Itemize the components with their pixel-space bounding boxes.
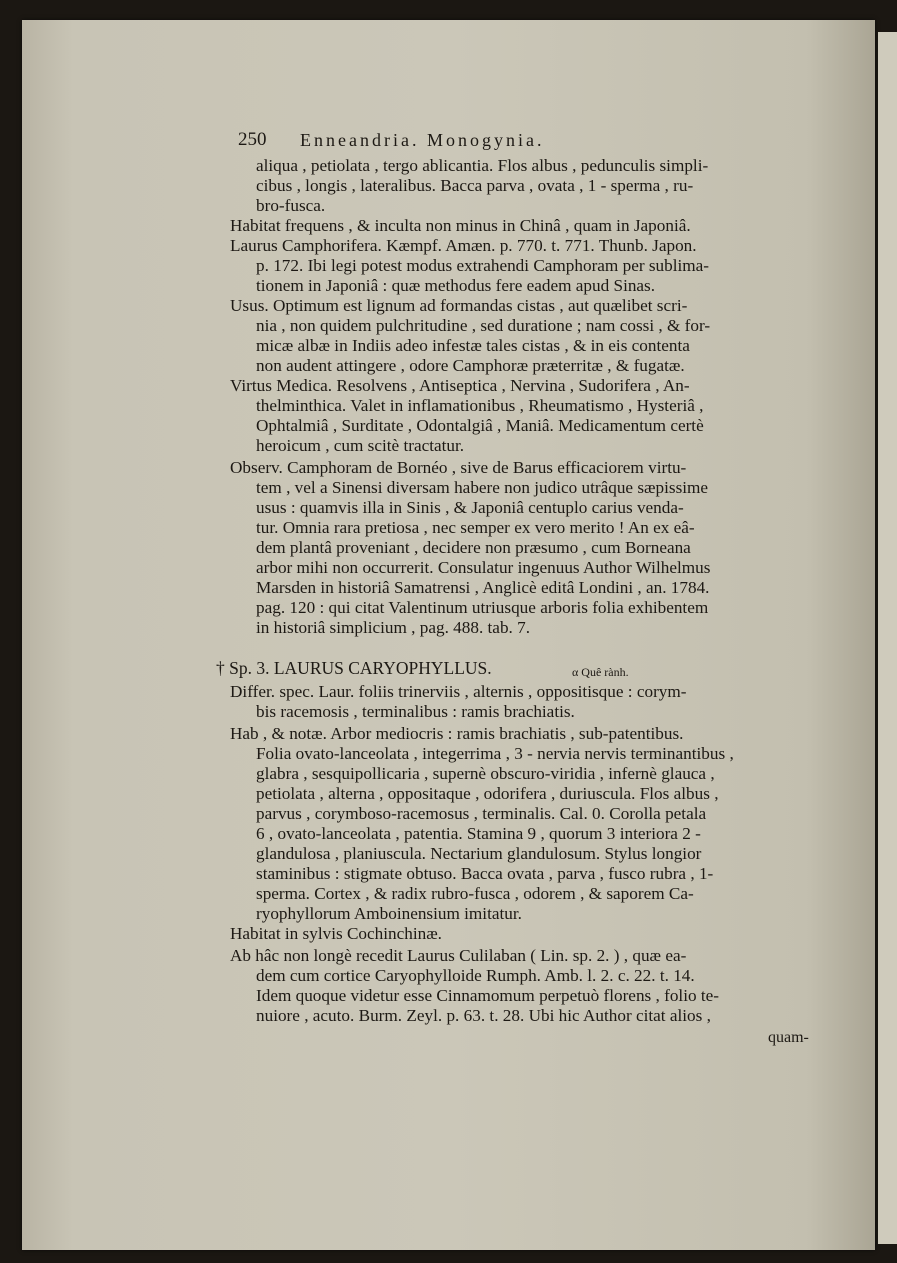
text-line: tur. Omnia rara pretiosa , nec semper ex vero merito ! An ex eâ- <box>256 518 695 537</box>
text-line: dem plantâ proveniant , decidere non præsumo , cum Borneana <box>256 538 691 557</box>
text-line: 6 , ovato-lanceolata , patentia. Stamina 9 , quorum 3 interiora 2 - <box>256 824 701 843</box>
text-line: Marsden in historiâ Samatrensi , Anglicè editâ Londini , an. 1784. <box>256 578 710 597</box>
text-line: micæ albæ in Indiis adeo infestæ tales cistas , & in eis contenta <box>256 336 690 355</box>
text-line: thelminthica. Valet in inflamationibus , Rheumatismo , Hysteriâ , <box>256 396 704 415</box>
running-title: Enneandria. Monogynia. <box>300 130 545 150</box>
text-line: bro-fusca. <box>256 196 326 215</box>
text-line: nuiore , acuto. Burm. Zeyl. p. 63. t. 28. Ubi hic Author citat alios , <box>256 1006 711 1025</box>
catchword: quam- <box>768 1029 809 1046</box>
text-line: Habitat in sylvis Cochinchinæ. <box>230 924 442 943</box>
text-line: cibus , longis , lateralibus. Bacca parva , ovata , 1 - sperma , ru- <box>256 176 694 195</box>
species-heading: † Sp. 3. LAURUS CARYOPHYLLUS. <box>216 658 492 678</box>
text-line: Folia ovato-lanceolata , integerrima , 3 - nervia nervis terminantibus , <box>256 744 734 763</box>
text-line: glabra , sesquipollicaria , supernè obscuro-viridia , infernè glauca , <box>256 764 715 783</box>
text-line: heroicum , cum scitè tractatur. <box>256 436 465 455</box>
text-line: Differ. spec. Laur. foliis trinerviis , alternis , oppositisque : corym- <box>230 682 687 701</box>
text-line: ryophyllorum Amboinensium imitatur. <box>256 904 522 923</box>
text-line: parvus , corymboso-racemosus , terminalis. Cal. 0. Corolla petala <box>256 804 707 823</box>
text-line: dem cum cortice Caryophylloide Rumph. Amb. l. 2. c. 22. t. 14. <box>256 966 695 985</box>
next-page-edge <box>878 32 897 1244</box>
text-line: Habitat frequens , & inculta non minus in Chinâ , quam in Japoniâ. <box>230 216 691 235</box>
text-line: Laurus Camphorifera. Kæmpf. Amæn. p. 770. t. 771. Thunb. Japon. <box>230 236 697 255</box>
text-line: Virtus Medica. Resolvens , Antiseptica , Nervina , Sudorifera , An- <box>230 376 690 395</box>
text-line: Ab hâc non longè recedit Laurus Culilaban ( Lin. sp. 2. ) , quæ ea- <box>230 946 687 965</box>
text-line: aliqua , petiolata , tergo ablicantia. Flos albus , pedunculis simpli- <box>256 156 709 175</box>
text-line: p. 172. Ibi legi potest modus extrahendi Camphoram per sublima- <box>256 256 709 275</box>
text-line: bis racemosis , terminalibus : ramis brachiatis. <box>256 702 575 721</box>
text-line: sperma. Cortex , & radix rubro-fusca , odorem , & saporem Ca- <box>256 884 694 903</box>
text-line: nia , non quidem pulchritudine , sed duratione ; nam cossi , & for- <box>256 316 711 335</box>
text-line: usus : quamvis illa in Sinis , & Japoniâ centuplo carius venda- <box>256 498 684 517</box>
text-line: pag. 120 : qui citat Valentinum utriusque arboris folia exhibentem <box>256 598 709 617</box>
species-vernacular: α Quê rành. <box>572 665 629 679</box>
text-line: Ophtalmiâ , Surditate , Odontalgiâ , Maniâ. Medicamentum certè <box>256 416 704 435</box>
text-line: arbor mihi non occurrerit. Consulatur ingenuus Author Wilhelmus <box>256 558 711 577</box>
text-line: tem , vel a Sinensi diversam habere non judico utrâque sæpissime <box>256 478 709 497</box>
text-line: staminibus : stigmate obtuso. Bacca ovata , parva , fusco rubra , 1- <box>256 864 714 883</box>
text-line: petiolata , alterna , oppositaque , odorifera , duriuscula. Flos albus , <box>256 784 719 803</box>
text-line: glandulosa , planiuscula. Nectarium glandulosum. Stylus longior <box>256 844 702 863</box>
text-line: Usus. Optimum est lignum ad formandas cistas , aut quælibet scri- <box>230 296 688 315</box>
text-line: Observ. Camphoram de Bornéo , sive de Barus efficaciorem virtu- <box>230 458 687 477</box>
text-line: non audent attingere , odore Camphoræ præterritæ , & fugatæ. <box>256 356 685 375</box>
text-line: Hab , & notæ. Arbor mediocris : ramis brachiatis , sub-patentibus. <box>230 724 684 743</box>
text-line: tionem in Japoniâ : quæ methodus fere eadem apud Sinas. <box>256 276 656 295</box>
page-number: 250 <box>238 129 267 150</box>
text-line: in historiâ simplicium , pag. 488. tab. 7. <box>256 618 531 637</box>
text-line: Idem quoque videtur esse Cinnamomum perpetuò florens , folio te- <box>256 986 719 1005</box>
